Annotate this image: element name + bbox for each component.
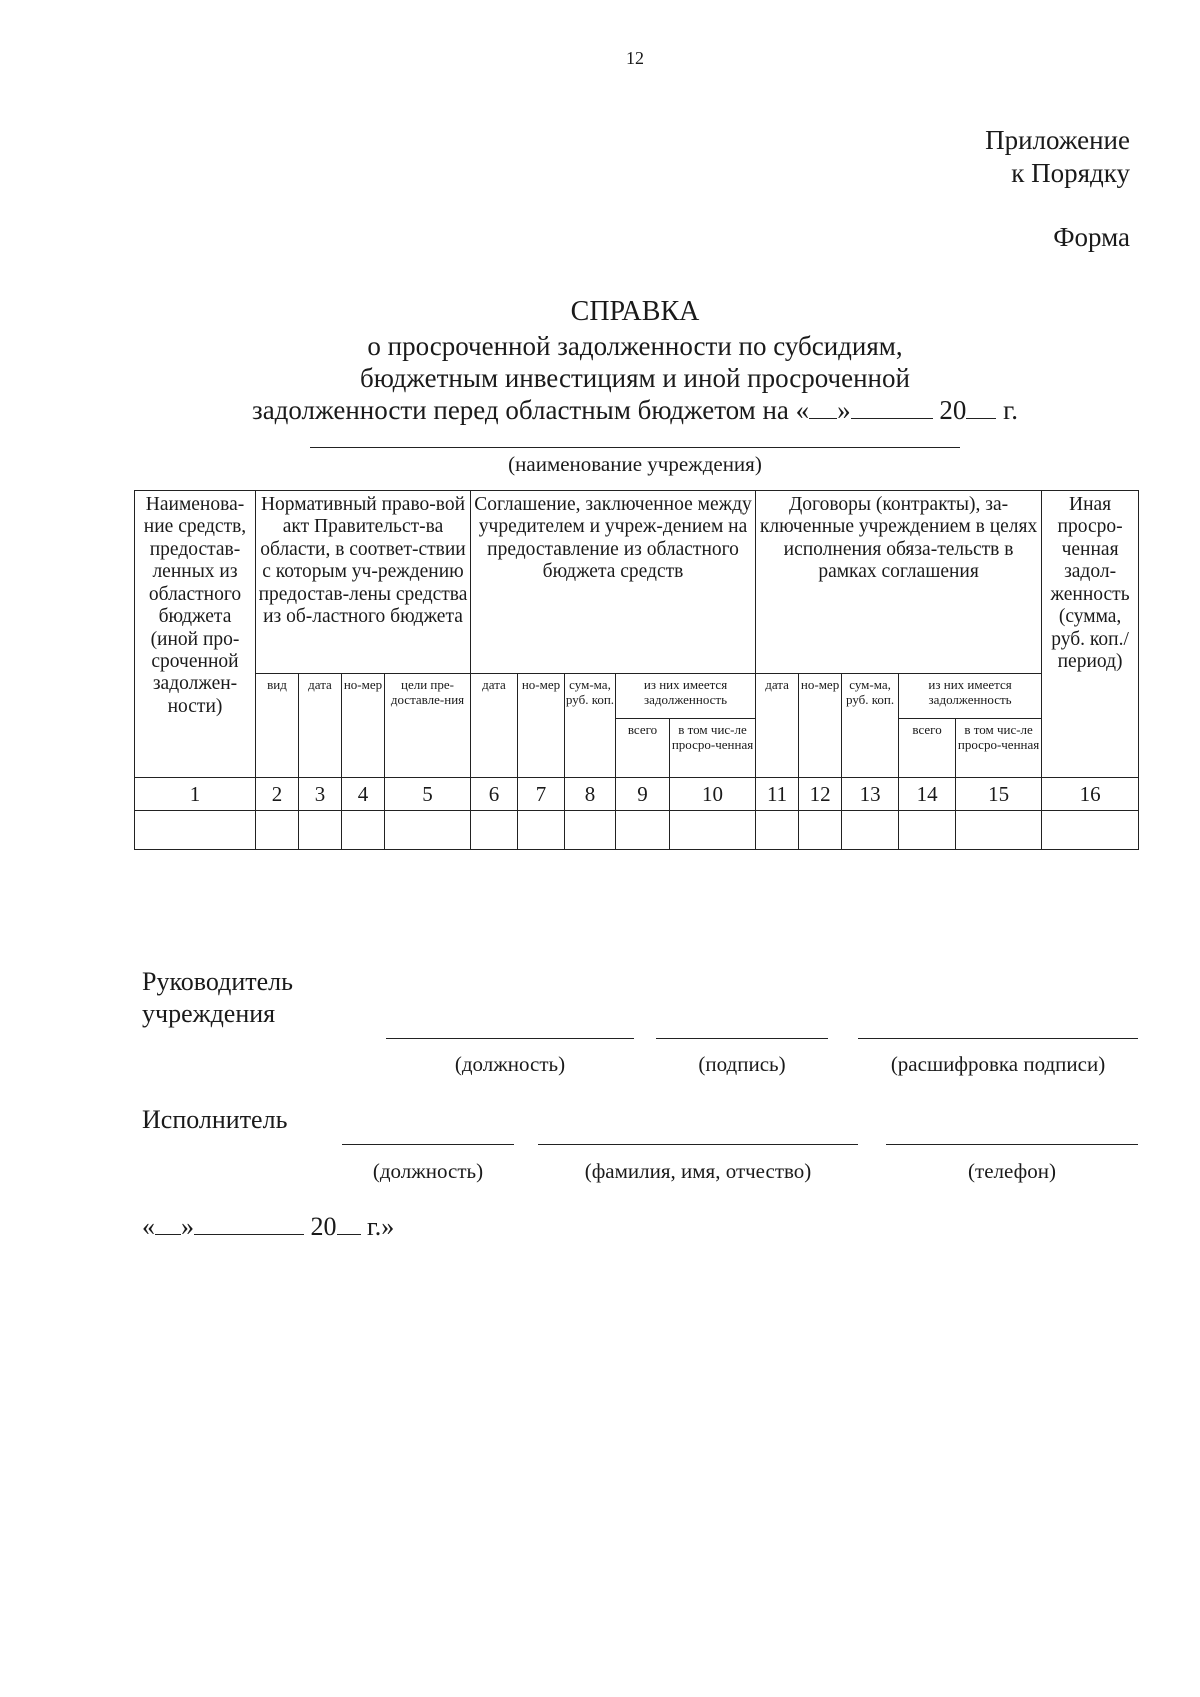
head-label (142, 966, 293, 1030)
document-title (0, 296, 1200, 426)
title-line2: бюджетным инвестициям и иной просроченной (360, 363, 910, 393)
head-label-line1: Руководитель (142, 967, 293, 996)
date-open-quote: « (142, 1212, 155, 1241)
executor-fio-line[interactable] (538, 1144, 858, 1145)
sub-sum-agreement: сум-ма, руб. коп. (565, 674, 616, 778)
table-cell[interactable] (616, 811, 670, 850)
header-col16: Иная просро-ченная задол-женность (сумма, руб. коп./ период) (1042, 491, 1139, 778)
title-line1: о просроченной задолженности по субсидиям, (367, 331, 903, 361)
head-position-line[interactable] (386, 1038, 634, 1039)
footer-day-blank[interactable] (155, 1212, 181, 1235)
col-number: 11 (756, 778, 799, 811)
sub-total-contract: всего (899, 719, 956, 778)
col-number: 2 (256, 778, 299, 811)
table-cell[interactable] (670, 811, 756, 850)
title-line3-text: задолженности перед областным бюджетом на « (252, 395, 810, 425)
col-number: 1 (135, 778, 256, 811)
title-line3 (0, 394, 1200, 426)
sub-date-agreement: дата (471, 674, 518, 778)
sub-vid: вид (256, 674, 299, 778)
col-number: 4 (342, 778, 385, 811)
table-cell[interactable] (471, 811, 518, 850)
header-agreement: Соглашение, заключенное между учредителем и учреж-дением на предоставление из областного бюджета средств (471, 491, 756, 674)
institution-line[interactable] (310, 447, 960, 448)
year-blank[interactable] (966, 396, 996, 419)
caption-fio: (фамилия, имя, отчество) (584, 1159, 812, 1183)
table-cell[interactable] (842, 811, 899, 850)
table-cell[interactable] (135, 811, 256, 850)
table-cell[interactable] (518, 811, 565, 850)
header-col1: Наименова-ние средств, предостав-ленных из областного бюджета (иной про-сроченной задолжен-ности) (135, 491, 256, 778)
header-legal-act: Нормативный право-вой акт Правительст-ва области, в соответ-ствии с которым уч-реждению предостав-лены средства из об-ластного бюджета (256, 491, 471, 674)
appendix-line1: Приложение (985, 125, 1130, 155)
col-number: 3 (299, 778, 342, 811)
table-cell[interactable] (342, 811, 385, 850)
head-label-line2: учреждения (142, 999, 276, 1028)
col-number: 7 (518, 778, 565, 811)
col-number: 16 (1042, 778, 1139, 811)
form-label: Форма (1053, 222, 1130, 252)
table-cell[interactable] (899, 811, 956, 850)
column-numbers-row (135, 778, 1139, 811)
head-signature-line[interactable] (656, 1038, 828, 1039)
table-cell[interactable] (256, 811, 299, 850)
sub-number-act: но-мер (342, 674, 385, 778)
appendix-line2: к Порядку (1011, 158, 1130, 188)
col-number: 9 (616, 778, 670, 811)
caption-executor-position: (должность) (372, 1159, 484, 1183)
col-number: 10 (670, 778, 756, 811)
executor-position-line[interactable] (342, 1144, 514, 1145)
sub-date-act: дата (299, 674, 342, 778)
footer-year-blank[interactable] (337, 1212, 361, 1235)
sub-number-agreement: но-мер (518, 674, 565, 778)
head-decoding-line[interactable] (858, 1038, 1138, 1039)
executor-label: Исполнитель (142, 1105, 288, 1134)
institution-caption: (наименование учреждения) (508, 452, 762, 476)
title-year-prefix: 20 (939, 395, 967, 425)
footer-month-blank[interactable] (194, 1212, 304, 1235)
col-number: 14 (899, 778, 956, 811)
caption-phone: (телефон) (968, 1159, 1056, 1183)
caption-position: (должность) (454, 1052, 566, 1076)
month-blank[interactable] (851, 396, 933, 419)
sub-purpose: цели пре-доставле-ния (385, 674, 471, 778)
title-main: СПРАВКА (570, 296, 700, 327)
header-contracts: Договоры (контракты), за-ключенные учреждением в целях исполнения обяза-тельств в рамках соглашения (756, 491, 1042, 674)
caption-signature: (подпись) (698, 1052, 786, 1076)
sub-number-contract: но-мер (799, 674, 842, 778)
title-quote-close: » (837, 395, 851, 425)
sub-debt-contract: из них имеется задолженность (899, 674, 1042, 719)
table-cell[interactable] (385, 811, 471, 850)
day-blank[interactable] (809, 396, 837, 419)
col-number: 12 (799, 778, 842, 811)
sub-date-contract: дата (756, 674, 799, 778)
table-cell[interactable] (956, 811, 1042, 850)
date-footer (142, 1212, 394, 1242)
appendix-note (985, 124, 1130, 190)
table-cell[interactable] (756, 811, 799, 850)
debt-table (134, 490, 1139, 850)
table-row (135, 811, 1139, 850)
title-year-suffix: г. (1003, 395, 1018, 425)
col-number: 13 (842, 778, 899, 811)
sub-sum-contract: сум-ма, руб. коп. (842, 674, 899, 778)
table-cell[interactable] (299, 811, 342, 850)
sub-total-agreement: всего (616, 719, 670, 778)
date-close-quote: » (181, 1212, 194, 1241)
col-number: 6 (471, 778, 518, 811)
date-year-prefix: 20 (310, 1212, 337, 1241)
sub-debt-agreement: из них имеется задолженность (616, 674, 756, 719)
executor-phone-line[interactable] (886, 1144, 1138, 1145)
date-suffix: г.» (367, 1212, 395, 1241)
page-number: 12 (626, 48, 644, 68)
sub-overdue-agreement: в том чис-ле просро-ченная (670, 719, 756, 778)
table-cell[interactable] (1042, 811, 1139, 850)
table-cell[interactable] (799, 811, 842, 850)
col-number: 5 (385, 778, 471, 811)
table-cell[interactable] (565, 811, 616, 850)
caption-decoding: (расшифровка подписи) (890, 1052, 1106, 1076)
col-number: 8 (565, 778, 616, 811)
col-number: 15 (956, 778, 1042, 811)
sub-overdue-contract: в том чис-ле просро-ченная (956, 719, 1042, 778)
